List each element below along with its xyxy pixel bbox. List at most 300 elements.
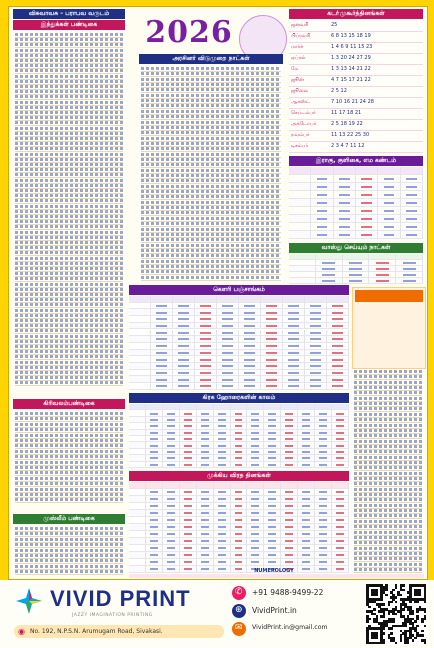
fine-print-line [15,147,123,150]
grid-cell [214,482,231,488]
grid-cell [151,330,173,336]
grid-cell [239,336,261,342]
grid-cell [214,496,231,502]
fine-print-line [141,67,281,70]
fine-print-line [354,375,422,378]
fine-print-line [15,168,123,171]
grid-cell [298,545,315,551]
grid-row [129,383,349,390]
grid-cell [129,423,146,428]
grid-cell [197,449,214,454]
grid-cell [195,350,217,356]
grid-cell [281,510,298,516]
grid-cell [281,455,298,460]
fine-print-line [354,472,422,475]
grid-cell [163,545,180,551]
grid-cell [305,383,327,389]
grid-cell [396,260,423,265]
fine-print-line [141,115,281,118]
grid-cell [283,376,305,382]
fine-print-line [141,228,281,231]
grid-cell [378,231,400,238]
grid-cell [214,417,231,422]
grid-cell [334,191,356,198]
tamil-year-title: விசுவாவசு – பராபவ வருடம் [13,9,125,19]
grid-cell [180,496,197,502]
grid-cell [180,410,197,415]
footer [0,580,434,648]
grid-cell [305,343,327,349]
auspicious-month: செப்டம்பர் [291,110,316,116]
grid-cell [281,423,298,428]
grid-cell [261,356,283,362]
fine-print-line [15,257,123,260]
auspicious-dates: 1 4 6 9 11 15 23 [331,44,373,50]
grid-cell [163,449,180,454]
grid-row [289,231,423,239]
fine-print-line [15,439,123,442]
grid-cell [214,410,231,415]
grid-cell [239,363,261,369]
grid-cell [129,510,146,516]
grid-cell [289,199,311,206]
grid-cell [197,410,214,415]
fine-print-line [15,283,123,286]
grid-cell [334,167,356,174]
grid-cell [247,531,264,537]
grid-cell [151,370,173,376]
grid-cell [214,404,231,409]
grid-cell [129,417,146,422]
grid-cell [401,167,423,174]
brand-name: VIVID PRINT [50,586,191,611]
grid-cell [129,410,146,415]
grid-cell [247,436,264,441]
grid-cell [197,430,214,435]
grid-cell [151,309,173,315]
fine-print-line [15,116,123,119]
grid-cell [332,423,349,428]
fine-print-line [141,249,281,252]
grid-cell [332,442,349,447]
grid-cell [231,524,248,530]
grid-cell [298,436,315,441]
grid-cell [239,370,261,376]
rahu-kalam-title: இராகு, குளிகை, எம கண்டம் [289,156,423,166]
grid-cell [173,363,195,369]
grid-cell [231,496,248,502]
grid-cell [289,278,316,283]
fine-print-line [15,210,123,213]
grid-cell [305,356,327,362]
grid-row [129,370,349,377]
grid-cell [311,167,333,174]
fine-print-line [141,110,281,113]
fine-print-line [354,407,422,410]
fine-print-line [354,514,422,517]
grid-cell [239,343,261,349]
grid-cell [247,417,264,422]
grid-cell [261,316,283,322]
vastu-days-title: வாஸ்து செய்யும் நாட்கள் [289,243,423,253]
fine-print-line [15,532,123,535]
grid-cell [146,496,163,502]
grid-cell [281,517,298,523]
grid-cell [332,482,349,488]
grid-cell [261,376,283,382]
grid-cell [231,517,248,523]
grid-cell [163,404,180,409]
fine-print-line [15,215,123,218]
grid-cell [264,455,281,460]
grid-cell [129,545,146,551]
grid-cell [343,254,370,259]
grid-cell [163,538,180,544]
grid-cell [315,538,332,544]
grid-row [129,356,349,363]
grid-cell [214,489,231,495]
grid-row [129,510,349,517]
grid-cell [239,350,261,356]
fine-print-line [354,397,422,400]
grid-cell [214,510,231,516]
grid-cell [327,363,349,369]
grid-cell [180,559,197,565]
fine-print-line [15,549,123,552]
grid-cell [197,559,214,565]
grid-cell [239,303,261,309]
fine-print-line [15,527,123,530]
location-icon: ◉ [18,627,25,636]
grid-cell [146,510,163,516]
grid-cell [151,363,173,369]
grid-cell [261,370,283,376]
fine-print-line [15,75,123,78]
grid-cell [239,383,261,389]
grid-cell [247,496,264,502]
grid-cell [281,430,298,435]
grid-row [129,296,349,303]
auspicious-days-table [289,20,423,153]
grid-cell [264,417,281,422]
fine-print-line [141,94,281,97]
grid-cell [214,524,231,530]
grid-cell [305,363,327,369]
grid-cell [217,350,239,356]
grid-cell [247,404,264,409]
grid-cell [146,489,163,495]
grid-cell [195,336,217,342]
fine-print-line [141,195,281,198]
grid-cell [369,266,396,271]
grid-cell [283,336,305,342]
grid-cell [163,462,180,467]
grid-cell [356,191,378,198]
grid-cell [151,336,173,342]
grid-cell [231,552,248,558]
grid-cell [180,510,197,516]
grid-cell [315,531,332,537]
grid-cell [281,552,298,558]
grid-cell [327,350,349,356]
grid-cell [195,309,217,315]
email-text: VividPrint.in@gmail.com [252,624,328,631]
phone-number: +91 9488-9499-22 [252,588,324,597]
grid-cell [146,545,163,551]
grid-cell [315,455,332,460]
grid-row [129,309,349,316]
fine-print-line [15,340,123,343]
grid-cell [283,330,305,336]
grid-cell [146,503,163,509]
fine-print-line [141,169,281,172]
fine-print-line [15,277,123,280]
grid-cell [264,552,281,558]
grid-cell [332,510,349,516]
grid-cell [151,323,173,329]
auspicious-month: அக்டோபர் [291,121,317,127]
website-text: VividPrint.in [252,606,297,615]
fine-print-line [354,557,422,560]
grid-cell [334,231,356,238]
fine-print-line [15,179,123,182]
fine-print-line [354,482,422,485]
grid-cell [231,545,248,551]
grid-cell [195,356,217,362]
grid-cell [146,566,163,572]
fine-print-line [15,205,123,208]
qr-code[interactable] [366,584,426,644]
grid-cell [378,223,400,230]
grid-cell [315,430,332,435]
fine-print-line [141,211,281,214]
grid-cell [378,207,400,214]
grid-cell [129,383,151,389]
fine-print-line [354,504,422,507]
grid-cell [298,538,315,544]
grid-cell [315,442,332,447]
grid-cell [261,343,283,349]
grid-cell [247,449,264,454]
girivalam-list [13,411,125,505]
fine-print-line [15,471,123,474]
fine-print-line [15,324,123,327]
grid-cell [129,343,151,349]
grid-cell [305,330,327,336]
grid-cell [231,462,248,467]
grid-cell [173,309,195,315]
auspicious-month: ஆகஸ்ட் [291,99,310,105]
grid-cell [247,442,264,447]
grid-cell [180,538,197,544]
grid-cell [197,436,214,441]
year-heading: 2026 [145,15,233,50]
grid-cell [298,489,315,495]
grid-cell [332,404,349,409]
hindu-festivals-title: இந்துக்கள் பண்டிகை [13,20,125,30]
grid-cell [298,531,315,537]
grid-cell [283,370,305,376]
fine-print-line [354,477,422,480]
grid-cell [173,350,195,356]
grid-cell [305,316,327,322]
grid-cell [173,316,195,322]
grid-cell [305,350,327,356]
grid-cell [173,303,195,309]
girivalam-title: கிரிவலம்பண்டிகை [13,399,125,409]
grid-cell [239,356,261,362]
grid-cell [343,260,370,265]
grid-cell [231,449,248,454]
grid-cell [214,455,231,460]
grid-cell [163,455,180,460]
fine-print-line [15,361,123,364]
fine-print-line [15,69,123,72]
grid-cell [281,524,298,530]
fine-print-line [15,543,123,546]
grid-cell [163,559,180,565]
grid-cell [332,517,349,523]
grid-cell [173,330,195,336]
grid-cell [298,524,315,530]
grid-cell [146,423,163,428]
grid-cell [214,436,231,441]
grid-cell [231,436,248,441]
grid-cell [289,175,311,182]
grid-cell [180,430,197,435]
fine-print-line [354,563,422,566]
fine-print-line [15,59,123,62]
grid-cell [129,436,146,441]
grid-cell [327,303,349,309]
grid-cell [281,496,298,502]
grid-cell [173,323,195,329]
grid-cell [261,323,283,329]
fine-print-line [15,189,123,192]
grid-cell [195,323,217,329]
grid-cell [315,423,332,428]
fine-print-line [354,434,422,437]
grid-cell [315,417,332,422]
grid-cell [217,376,239,382]
grid-cell [401,175,423,182]
grid-cell [163,423,180,428]
grid-cell [298,430,315,435]
fine-print-line [15,466,123,469]
fine-print-line [141,276,281,279]
right-festival-list [352,369,424,575]
auspicious-dates: 11 13 22 25 30 [331,132,370,138]
grid-cell [180,503,197,509]
grid-cell [129,489,146,495]
grid-cell [180,552,197,558]
grid-cell [151,303,173,309]
grid-cell [289,215,311,222]
fine-print-line [15,38,123,41]
grid-cell [217,303,239,309]
grid-cell [264,489,281,495]
fine-print-line [141,72,281,75]
grid-cell [264,503,281,509]
grid-cell [378,175,400,182]
auspicious-days-title: கடா்முகூர்த்தினங்கள் [289,9,423,19]
auspicious-month: ஜனவரி [291,22,309,28]
grid-cell [231,531,248,537]
grid-cell [195,343,217,349]
fine-print-line [15,376,123,379]
grid-cell [289,260,316,265]
grid-cell [298,423,315,428]
fine-print-line [15,153,123,156]
grid-cell [332,417,349,422]
hindu-festival-list [13,32,125,387]
grid-cell [316,278,343,283]
grid-cell [195,316,217,322]
grid-cell [197,510,214,516]
fine-print-line [141,137,281,140]
grid-cell [315,524,332,530]
grid-cell [281,442,298,447]
grid-cell [163,510,180,516]
grid-cell [264,449,281,454]
fine-print-line [354,381,422,384]
grid-cell [217,370,239,376]
grid-cell [163,430,180,435]
fine-print-line [15,127,123,130]
grid-cell [332,489,349,495]
grid-cell [214,531,231,537]
grid-cell [281,489,298,495]
grid-cell [264,545,281,551]
fine-print-line [15,267,123,270]
grid-cell [129,356,151,362]
grid-cell [163,503,180,509]
grid-cell [332,449,349,454]
fine-print-line [354,541,422,544]
grid-cell [261,309,283,315]
grid-cell [151,296,173,302]
grid-row [129,343,349,350]
grid-cell [129,449,146,454]
fine-print-line [15,482,123,485]
grid-cell [311,207,333,214]
grid-cell [129,370,151,376]
grid-cell [298,442,315,447]
grid-row [129,552,349,559]
grid-cell [231,404,248,409]
grid-cell [146,436,163,441]
grid-cell [311,199,333,206]
grid-cell [343,272,370,277]
fine-print-line [15,298,123,301]
fine-print-line [141,238,281,241]
auspicious-month: பிப்ரவரி [291,33,311,39]
phone-icon: ✆ [232,586,246,600]
auspicious-month: ஏப்ரல் [291,55,306,61]
fine-print-line [15,173,123,176]
grid-cell [129,538,146,544]
fine-print-line [354,536,422,539]
grid-cell [180,417,197,422]
gowri-panchangam-grid [129,296,349,390]
fine-print-line [15,538,123,541]
grid-cell [146,410,163,415]
muslim-festival-list [13,526,125,576]
grid-cell [195,296,217,302]
grid-cell [327,343,349,349]
fine-print-line [354,386,422,389]
grid-row [129,496,349,503]
